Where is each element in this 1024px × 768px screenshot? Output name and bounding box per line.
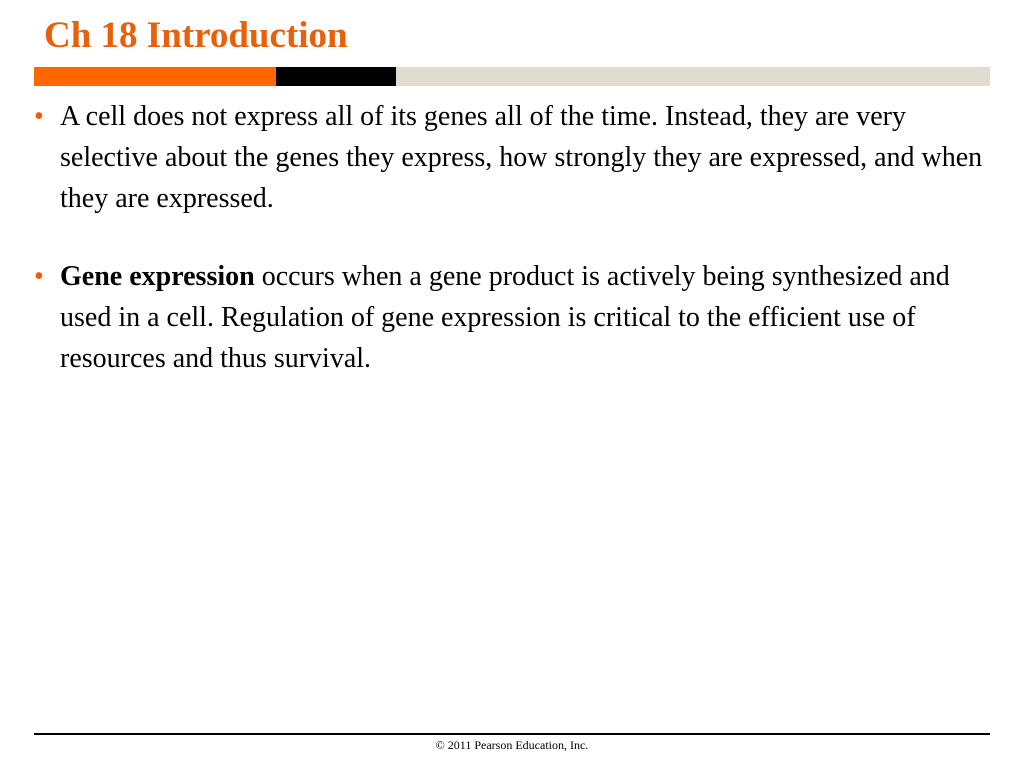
slide-title: Ch 18 Introduction (44, 15, 348, 56)
title-underline-bar (34, 67, 990, 86)
footer-divider (34, 733, 990, 735)
bullet-text: A cell does not express all of its genes all of the time. Instead, they are very selective about the genes they express, how strongly they are expressed, and when they are expressed. (60, 101, 983, 214)
title-bar-black-segment (276, 67, 396, 86)
bullet-dot-icon: • (34, 101, 44, 132)
bullet-bold-term: Gene expression (60, 261, 255, 292)
bullet-text: occurs when a gene product is actively being synthesized and used in a cell. Regulation of gene expression is critical to the efficient use of resources and thus survival. (60, 261, 950, 374)
title-bar-beige-segment (396, 67, 990, 86)
title-bar-orange-segment (34, 67, 276, 86)
bullet-dot-icon: • (34, 261, 44, 292)
bullet-item (34, 256, 994, 379)
copyright-footer: © 2011 Pearson Education, Inc. (435, 738, 589, 752)
bullet-item (34, 96, 994, 219)
slide-body (34, 96, 994, 416)
